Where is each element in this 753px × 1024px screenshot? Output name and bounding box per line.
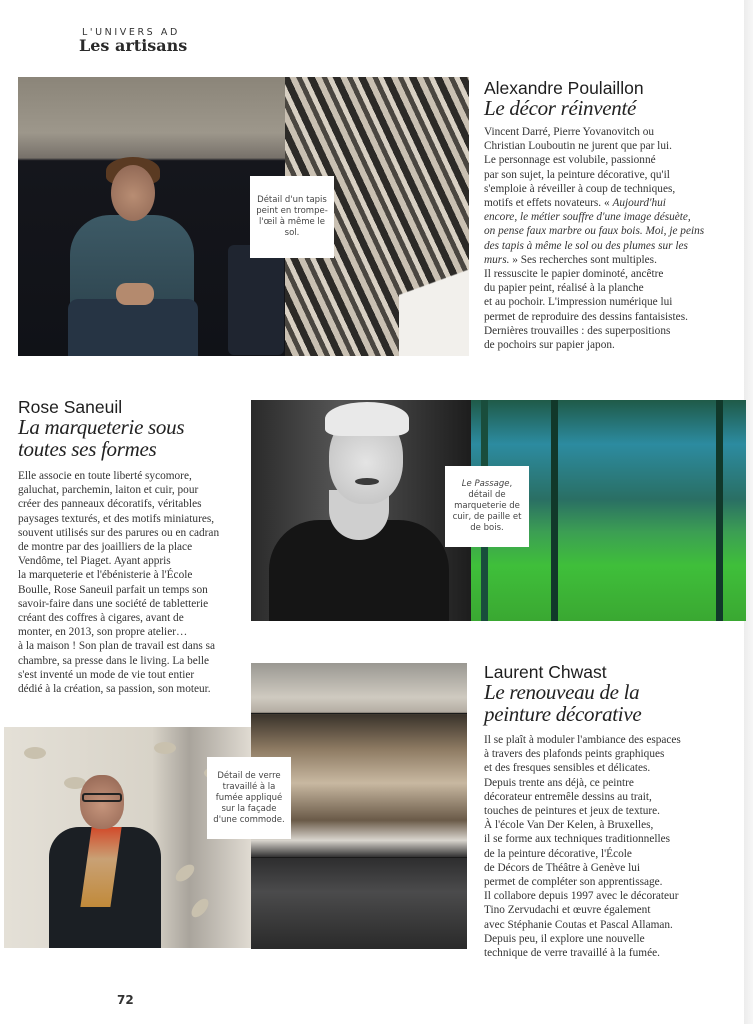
photo-caption: Le Passage, détail de marqueterie de cuir, de paille et de bois. <box>445 466 529 547</box>
portrait-photo-rose-saneuil <box>251 400 471 621</box>
article-subtitle: Le décor réinventé <box>484 96 637 120</box>
article-subtitle: La marqueterie sous toutes ses formes <box>18 415 185 461</box>
section-kicker: L'UNIVERS AD <box>82 27 180 38</box>
photo-caption: Détail d'un tapis peint en trompe-l'œil à même le sol. <box>250 176 334 258</box>
page-number: 72 <box>117 993 134 1007</box>
section-title: Les artisans <box>79 36 188 55</box>
article-body: Elle associe en toute liberté sycomore, galuchat, parchemin, laiton et cuir, pour créer des panneaux décoratifs, véritables paysages texturés, et des motifs miniatures, souvent utilisés sur des parures ou en cadran de montre par des joailliers de la place Vendôme, tel Piaget. Ayant appris la marqueterie et l'ébénisterie à l'École Boulle, Rose Saneuil parfait un temps son savoir-faire dans une société de tabletterie créant des coffres à cigares, avant de monter, en 2013, son propre atelier… à la maison ! Son plan de travail est dans sa chambre, sa presse dans le living. La belle s'est inventé un mode de vie tout entier dédié à la création, sa passion, son moteur. <box>18 470 220 696</box>
artisan-name: Rose Saneuil <box>18 397 123 417</box>
article-body: Il se plaît à moduler l'ambiance des espaces à travers des plafonds peints graphiques et des fresques sensibles et délicates. Depuis trente ans déjà, ce peintre décorateur entremêle dessins au trait, touches de peintures et jeux de texture. À l'école Van Der Kelen, à Bruxelles, il se forme aux techniques traditionnelles de la peinture décorative, l'École de Décors de Théâtre à Genève lui permet de compléter son apprentissage. Il collabore depuis 1997 avec le décorateur Tino Zervudachi et œuvre également avec Stéphanie Coutas et Pascal Allaman. Depuis peu, il explore une nouvelle technique de verre travaillé à la fumée. <box>484 734 681 960</box>
artisan-name: Laurent Chwast <box>484 662 607 682</box>
photo-caption: Détail de verre travaillé à la fumée appliqué sur la façade d'une commode. <box>207 757 291 839</box>
article-subtitle: Le renouveau de la peinture décorative <box>484 680 642 726</box>
portrait-photo-alexandre-poulaillon <box>18 77 285 356</box>
article-body: Vincent Darré, Pierre Yovanovitch ou Christian Louboutin ne jurent que par lui. Le personnage est volubile, passionné par son sujet, la peinture décorative, qu'il s'emploie à réveiller à coup de techniques, motifs et effets novateurs. « Aujourd'hui encore, le métier souffre d'une image désuète, on pense faux marbre ou faux bois. Moi, je peins des tapis à même le sol ou des plumes sur les murs. » Ses recherches sont multiples. Il ressuscite le papier dominoté, ancêtre du papier peint, réalisé à la planche et au pochoir. L'impression numérique lui permet de reproduire des dessins fantaisistes. Dernières trouvailles : des superpositions de pochoirs sur papier japon. <box>484 126 705 352</box>
artisan-name: Alexandre Poulaillon <box>484 78 644 98</box>
